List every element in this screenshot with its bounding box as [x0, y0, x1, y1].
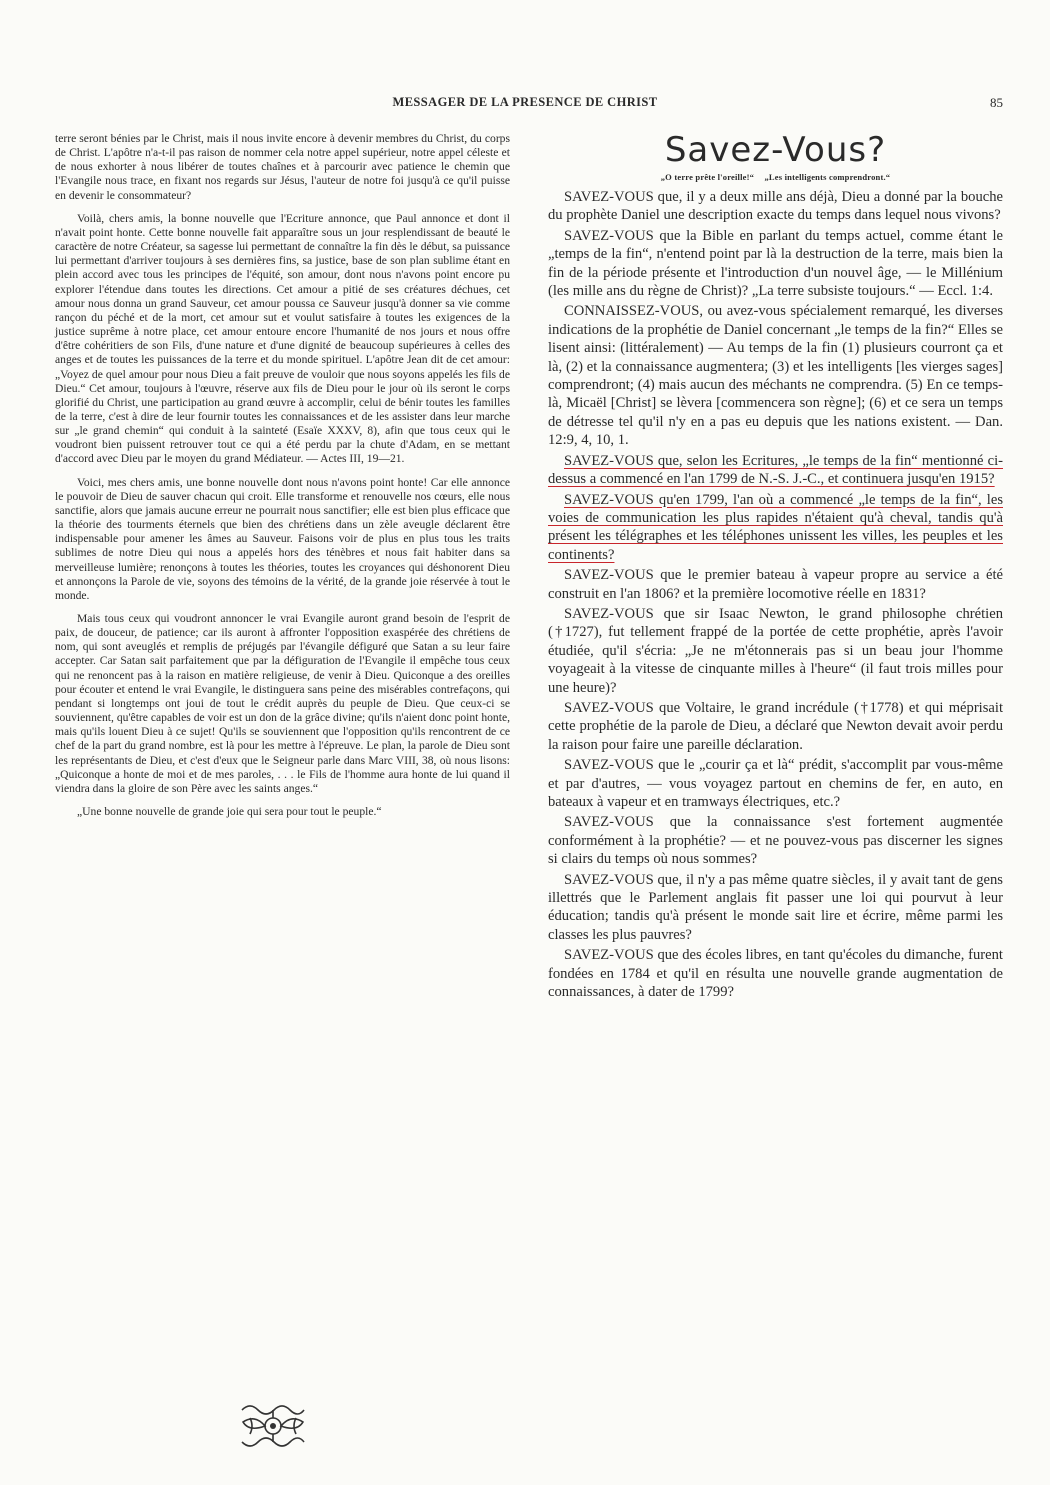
highlighted-paragraph-1 [548, 452, 1003, 489]
epigraph [548, 172, 1003, 182]
page-number: 85 [990, 95, 1003, 110]
epigraph-right: „Les intelligents comprendront.“ [764, 172, 891, 182]
savez-vous-paragraph-10: SAVEZ-VOUS que des écoles libres, en tant qu'écoles du dimanche, furent fondées en 1784 et qu'il en résulta une nouvelle grande augmentation de connaissances, à dater de 1799? [548, 947, 1003, 1001]
savez-vous-paragraph-5: SAVEZ-VOUS que sir Isaac Newton, le grand philosophe chrétien (†1727), fut tellement frappé de la portée de cette prophétie, après l'avoir étudiée, qu'il s'écria: „Je ne m'étonnerais pas si un beau jour l'homme voyageait à la vitesse de cinquante milles à l'heure“ (il faut trois milles pour une heure)? [548, 605, 1003, 696]
left-paragraph-5: „Une bonne nouvelle de grande joie qui sera pour tout le peuple.“ [77, 805, 382, 819]
savez-vous-paragraph-6: SAVEZ-VOUS que Voltaire, le grand incrédule (†1778) et qui méprisait cette prophétie de la parole de Dieu, a déclaré que Newton devait avoir perdu la raison pour faire une pareille déclaration. [548, 699, 1003, 753]
epigraph-left: „O terre prête l'oreille!“ [660, 172, 755, 182]
running-head [0, 95, 1050, 111]
right-column [548, 130, 1003, 1003]
savez-vous-paragraph-9: SAVEZ-VOUS que, il n'y a pas même quatre siècles, il y avait tant de gens illettrés que le Parlement anglais fit passer une loi qui pourvut à leur éducation; tandis qu'à présent le monde sait lire et écrire, même parmi les classes les plus pauvres? [548, 871, 1003, 943]
left-paragraph-4: Mais tous ceux qui voudront annoncer le vrai Evangile auront grand besoin de l'esprit de paix, de douceur, de patience; car ils auront à affronter l'opposition exaspérée des chrétiens de nom, qui sont aveuglés et remplis de préjugés par l'évangile défiguré que Satan a su leur faire accepter. Car Satan sait parfaitement que par la défiguration de l'Evangile il empêche tous ceux qui ne renoncent pas à la raison en matière religieuse, de venir à Dieu. Quiconque a des oreilles pour écouter et entend le vrai Evangile, le distinguera sans peine des misérables contrefaçons, qui pendant si longtemps ont joui de tout le crédit auprès du peuple de Dieu. Que ceux-ci se souviennent, qu'être capables de voir est un don de la grâce divine; qu'ils n'aient donc point honte, mais qu'ils louent Dieu à ce sujet! Qu'ils se souviennent que l'opposition qu'ils rencontrent de ce chef de la part du grand nombre, est là pour les mettre à l'épreuve. Le plan, la parole de Dieu sont les représentants de Dieu, et c'est d'eux que le Seigneur parle dans Marc VIII, 38, où nous lisons: „Quiconque a honte de moi et de mes paroles, . . . le Fils de l'homme aura honte de lui quand il viendra dans la gloire de son Père avec les saints anges.“ [55, 612, 510, 795]
decorative-vignette-icon [236, 1400, 310, 1452]
article-title: Savez-Vous? [664, 130, 887, 170]
highlighted-text-2: SAVEZ-VOUS qu'en 1799, l'an où a commencé „le temps de la fin“, les voies de communication les plus rapides n'étaient qu'à cheval, tandis qu'à présent les télégraphes et les téléphones unissent les villes, les peuples et les continents? [548, 491, 1003, 563]
left-paragraph-2: Voilà, chers amis, la bonne nouvelle que l'Ecriture annonce, que Paul annonce et dont il n'avait point honte. Cette bonne nouvelle fait apparaître sous un jour resplendissant de beauté le caractère de notre Créateur, sa sagesse lui permettant de connaître la fin dès le début, sa puissance lui permettant d'arriver toujours à ses dernières fins, sa justice, base de son plan sublime étant en plein accord avec tous les principes de l'équité, son amour, dont nous n'avons point encore pu explorer l'étendue dans toutes les directions. Cet amour a pitié de ses créatures déchues, cet amour nous donna un grand Sauveur, cet amour poussa ce Sauveur jusqu'à donner sa vie comme rançon du péché et de la mort, cet amour sut et voulut satisfaire à toutes les exigences de la justice suprême à notre place, cet amour entoure encore l'humanité de nos jours et nous offre d'être cohéritiers de son Fils, d'une nature et d'une dignité de beaucoup supérieures à celles des anges et de toutes les puissances de la terre et du monde spirituel. L'apôtre Jean dit de cet amour: „Voyez de quel amour pour nous Dieu a fait preuve de vouloir que nous soyons appelés les fils de Dieu.“ Cet amour, toujours à l'œuvre, réserve aux fils de Dieu pour le jour où ils seront le corps glorifié du Christ, une participation au grand œuvre à accomplir, celui de bénir toutes les familles de la terre, c'est à dire de leur fournir toutes les connaissances et de les assister dans leur marche sur „le grand chemin“ qui conduit à la sainteté (Esaïe XXXV, 8), afin que tous ceux qui le voudront bien puissent retrouver tout ce qui a été perdu par la chute d'Adam, en se mettant d'accord avec Dieu par le moyen du grand Médiateur. — Actes III, 19—21. [55, 211, 510, 466]
savez-vous-paragraph-7: SAVEZ-VOUS que le „courir ça et là“ prédit, s'accomplit par vous-même et par d'autres, — vous voyagez partout en chemins de fer, en auto, en bateaux à vapeur et en tramways électriques, etc.? [548, 757, 1003, 810]
left-paragraph-3: Voici, mes chers amis, une bonne nouvelle dont nous n'avons point honte! Car elle annonce le pouvoir de Dieu de sauver chacun qui croit. Elle transforme et renouvelle nos cœurs, elle nous sanctifie, alors que jamais aucune erreur ne pourrait nous sanctifier; elle est bien plus efficace que la théorie des tourments éternels que bien des chrétiens dans un zèle aveugle déclarent être indispensable pour amener les âmes au Sauveur. Faisons voir de plus en plus tous les traits sublimes de notre Dieu qui nous a appelés hors des ténèbres et nous fait habiter dans sa merveilleuse lumière; renonçons à toutes les théories, toutes les croyances qui déshonorent Dieu et annonçons la Parole de vie, soyons des témoins de la vérité, de la grande joie réservée à tout le monde. [55, 475, 510, 602]
savez-vous-paragraph-4: SAVEZ-VOUS que le premier bateau à vapeur propre au service a été construit en l'an 1806? et la première locomotive réelle en 1831? [548, 567, 1003, 602]
highlighted-paragraph-2 [548, 491, 1003, 565]
savez-vous-paragraph-2: SAVEZ-VOUS que la Bible en parlant du temps actuel, comme étant le „temps de la fin“, n'entend point par là la destruction de la terre, mais bien la fin de la période présente et l'introduction d'un nouvel âge, — le Millénium (les mille ans du règne de Christ)? „La terre subsiste toujours.“ — Eccl. 1:4. [548, 227, 1003, 300]
running-title: MESSAGER DE LA PRESENCE DE CHRIST [392, 95, 658, 109]
savez-vous-paragraph-3: CONNAISSEZ-VOUS, ou avez-vous spécialement remarqué, les diverses indications de la prophétie de Daniel concernant „le temps de la fin?“ Elles se lisent ainsi: (littéralement) — Au temps de la fin (1) plusieurs courront ça et là, (2) et la connaissance augmentera; (3) et les intelligents [les vierges sages] comprendront; (4) mais aucun des méchants ne comprendra. (5) En ce temps-là, Micaël [Christ] se lèvera [commencera son règne]; (6) et ce sera un temps de détresse tel qu'il n'y en a pas eu depuis que les nations existent. — Dan. 12:9, 4, 10, 1. [548, 303, 1003, 449]
savez-vous-paragraph-8: SAVEZ-VOUS que la connaissance s'est fortement augmentée conformément à la prophétie? — et ne pouvez-vous pas discerner les signes si clairs du temps où nous sommes? [548, 814, 1003, 868]
left-paragraph-1: terre seront bénies par le Christ, mais il nous invite encore à devenir membres du Christ, du corps de Christ. L'apôtre n'a-t-il pas raison de nommer cela notre appel supérieur, notre appel céleste et de nous exhorter à nous libérer de toutes chaînes et à parcourir avec patience le chemin que l'Evangile nous trace, en fixant nos regards sur Jésus, l'auteur de notre foi jusqu'à ce qu'il puisse en devenir le consommateur? [55, 132, 510, 202]
left-column [55, 132, 510, 828]
savez-vous-paragraph-1: SAVEZ-VOUS que, il y a deux mille ans déjà, Dieu a donné par la bouche du prophète Daniel une description exacte du temps dans lequel nous vivons? [548, 189, 1003, 224]
highlighted-text-1: SAVEZ-VOUS que, selon les Ecritures, „le temps de la fin“ mentionné ci-dessus a commencé en l'an 1799 de N.-S. J.-C., et continuera jusqu'en 1915? [548, 452, 1003, 488]
